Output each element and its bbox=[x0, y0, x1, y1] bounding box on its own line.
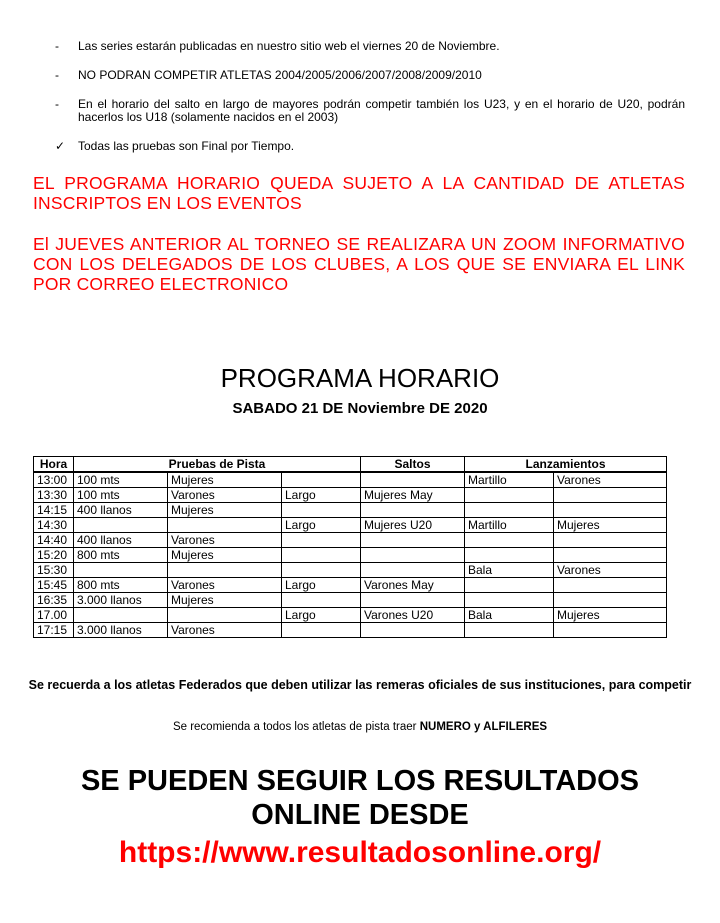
checkmark-icon: ✓ bbox=[55, 139, 66, 153]
cell-categoria bbox=[168, 563, 282, 578]
cell-prueba: 400 llanos bbox=[74, 503, 168, 518]
table-row bbox=[34, 518, 667, 533]
bullet-text: Las series estarán publicadas en nuestro sitio web el viernes 20 de Noviembre. bbox=[78, 39, 500, 53]
table-row bbox=[34, 472, 667, 488]
cell-salto bbox=[282, 533, 361, 548]
recommend-bold: NUMERO y ALFILERES bbox=[419, 721, 548, 733]
program-date: SABADO 21 DE Noviembre DE 2020 bbox=[232, 400, 488, 417]
results-line-1: SE PUEDEN SEGUIR LOS RESULTADOS bbox=[80, 765, 640, 797]
recommend-prefix: Se recomienda a todos los atletas de pista traer bbox=[172, 721, 420, 733]
cell-salto-categoria: Mujeres U20 bbox=[361, 518, 465, 533]
bullet-text: NO PODRAN COMPETIR ATLETAS 2004/2005/2006/2007/2008/2009/2010 bbox=[78, 68, 482, 82]
cell-hora: 14:15 bbox=[34, 503, 74, 518]
cell-prueba: 3.000 llanos bbox=[74, 623, 168, 638]
bullet-item bbox=[55, 98, 685, 124]
cell-salto-categoria bbox=[361, 563, 465, 578]
cell-salto-categoria bbox=[361, 593, 465, 608]
cell-lanzamiento: Bala bbox=[465, 563, 554, 578]
table-row bbox=[34, 563, 667, 578]
dash-marker: - bbox=[55, 68, 59, 82]
cell-salto: Largo bbox=[282, 488, 361, 503]
cell-prueba: 100 mts bbox=[74, 488, 168, 503]
cell-salto bbox=[282, 503, 361, 518]
cell-salto-categoria bbox=[361, 472, 465, 488]
cell-lanzamiento: Bala bbox=[465, 608, 554, 623]
cell-lanzamiento-categoria bbox=[554, 593, 667, 608]
results-url-link[interactable]: https://www.resultadosonline.org/ bbox=[118, 836, 602, 869]
bullet-item bbox=[55, 140, 685, 153]
cell-hora: 13:00 bbox=[34, 472, 74, 488]
cell-salto: Largo bbox=[282, 518, 361, 533]
cell-lanzamiento: Martillo bbox=[465, 518, 554, 533]
dash-marker: - bbox=[55, 39, 59, 53]
cell-categoria: Varones bbox=[168, 623, 282, 638]
cell-lanzamiento-categoria: Varones bbox=[554, 563, 667, 578]
table-row bbox=[34, 548, 667, 563]
cell-lanzamiento-categoria: Mujeres bbox=[554, 608, 667, 623]
cell-salto-categoria: Varones May bbox=[361, 578, 465, 593]
cell-lanzamiento bbox=[465, 623, 554, 638]
cell-salto-categoria bbox=[361, 548, 465, 563]
cell-salto-categoria: Mujeres May bbox=[361, 488, 465, 503]
cell-salto: Largo bbox=[282, 578, 361, 593]
cell-categoria: Mujeres bbox=[168, 593, 282, 608]
cell-salto bbox=[282, 593, 361, 608]
cell-lanzamiento-categoria bbox=[554, 488, 667, 503]
cell-categoria bbox=[168, 518, 282, 533]
cell-hora: 17:15 bbox=[34, 623, 74, 638]
cell-hora: 16:35 bbox=[34, 593, 74, 608]
cell-salto: Largo bbox=[282, 608, 361, 623]
cell-salto bbox=[282, 563, 361, 578]
cell-lanzamiento-categoria: Varones bbox=[554, 472, 667, 488]
results-line-2: ONLINE DESDE bbox=[251, 799, 469, 831]
cell-prueba: 3.000 llanos bbox=[74, 593, 168, 608]
cell-prueba: 400 llanos bbox=[74, 533, 168, 548]
results-heading bbox=[0, 764, 720, 832]
bullet-item bbox=[55, 40, 685, 53]
cell-lanzamiento-categoria bbox=[554, 623, 667, 638]
cell-salto-categoria: Varones U20 bbox=[361, 608, 465, 623]
cell-salto-categoria bbox=[361, 503, 465, 518]
cell-categoria: Varones bbox=[168, 533, 282, 548]
cell-prueba: 800 mts bbox=[74, 548, 168, 563]
table-row bbox=[34, 488, 667, 503]
cell-hora: 13:30 bbox=[34, 488, 74, 503]
cell-prueba bbox=[74, 563, 168, 578]
cell-categoria bbox=[168, 608, 282, 623]
cell-lanzamiento-categoria bbox=[554, 533, 667, 548]
reminder-text: Se recuerda a los atletas Federados que deben utilizar las remeras oficiales de sus instituciones, para competir bbox=[28, 678, 692, 692]
cell-categoria: Mujeres bbox=[168, 548, 282, 563]
table-header-row bbox=[34, 457, 667, 473]
dash-marker: - bbox=[55, 97, 59, 111]
cell-lanzamiento bbox=[465, 593, 554, 608]
table-row bbox=[34, 608, 667, 623]
cell-lanzamiento bbox=[465, 503, 554, 518]
table-row bbox=[34, 623, 667, 638]
cell-categoria: Varones bbox=[168, 578, 282, 593]
notice-schedule-subject: EL PROGRAMA HORARIO QUEDA SUJETO A LA CANTIDAD DE ATLETAS INSCRIPTOS EN LOS EVENTOS bbox=[33, 173, 685, 213]
schedule-table bbox=[33, 456, 667, 638]
cell-lanzamiento bbox=[465, 548, 554, 563]
header-pruebas-de-pista: Pruebas de Pista bbox=[74, 457, 361, 473]
notice-zoom-meeting: El JUEVES ANTERIOR AL TORNEO SE REALIZARA UN ZOOM INFORMATIVO CON LOS DELEGADOS DE LOS CLUBES, A LOS QUE SE ENVIARA EL LINK POR CORREO ELECTRONICO bbox=[33, 234, 685, 294]
cell-salto-categoria bbox=[361, 623, 465, 638]
table-row bbox=[34, 593, 667, 608]
cell-salto bbox=[282, 472, 361, 488]
cell-lanzamiento-categoria bbox=[554, 548, 667, 563]
table-row bbox=[34, 503, 667, 518]
cell-hora: 15:20 bbox=[34, 548, 74, 563]
cell-lanzamiento-categoria bbox=[554, 503, 667, 518]
cell-categoria: Mujeres bbox=[168, 503, 282, 518]
header-hora: Hora bbox=[34, 457, 74, 473]
cell-hora: 14:40 bbox=[34, 533, 74, 548]
cell-prueba: 100 mts bbox=[74, 472, 168, 488]
cell-lanzamiento-categoria bbox=[554, 578, 667, 593]
cell-lanzamiento bbox=[465, 533, 554, 548]
bullet-list bbox=[55, 40, 685, 153]
cell-salto bbox=[282, 623, 361, 638]
program-title: PROGRAMA HORARIO bbox=[220, 363, 500, 393]
bullet-text: En el horario del salto en largo de mayores podrán competir también los U23, y en el horario de U20, podrán hacerlos los U18 (solamente nacidos en el 2003) bbox=[78, 97, 685, 124]
recommend-text bbox=[0, 721, 720, 733]
cell-prueba: 800 mts bbox=[74, 578, 168, 593]
cell-hora: 15:45 bbox=[34, 578, 74, 593]
header-saltos: Saltos bbox=[361, 457, 465, 473]
cell-lanzamiento bbox=[465, 488, 554, 503]
cell-categoria: Mujeres bbox=[168, 472, 282, 488]
cell-lanzamiento-categoria: Mujeres bbox=[554, 518, 667, 533]
cell-hora: 17.00 bbox=[34, 608, 74, 623]
table-row bbox=[34, 578, 667, 593]
header-lanzamientos: Lanzamientos bbox=[465, 457, 667, 473]
cell-hora: 14:30 bbox=[34, 518, 74, 533]
cell-salto bbox=[282, 548, 361, 563]
cell-prueba bbox=[74, 608, 168, 623]
cell-salto-categoria bbox=[361, 533, 465, 548]
cell-hora: 15:30 bbox=[34, 563, 74, 578]
table-row bbox=[34, 533, 667, 548]
cell-categoria: Varones bbox=[168, 488, 282, 503]
cell-lanzamiento bbox=[465, 578, 554, 593]
cell-lanzamiento: Martillo bbox=[465, 472, 554, 488]
bullet-text: Todas las pruebas son Final por Tiempo. bbox=[78, 139, 295, 153]
cell-prueba bbox=[74, 518, 168, 533]
bullet-item bbox=[55, 69, 685, 82]
